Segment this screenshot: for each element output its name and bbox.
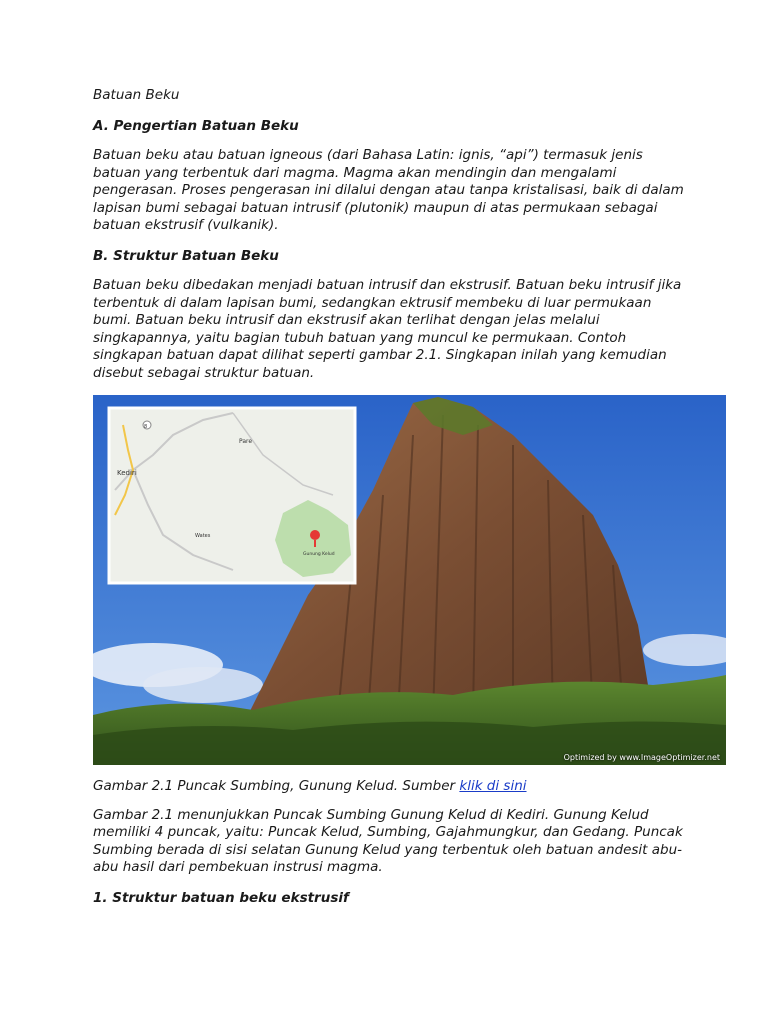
document-title: Batuan Beku <box>93 87 180 103</box>
document-body <box>93 86 720 919</box>
inset-map <box>109 408 355 583</box>
paragraph-after-figure: Gambar 2.1 menunjukkan Puncak Sumbing Gunung Kelud di Kediri. Gunung Kelud memiliki 4 puncak, yaitu: Puncak Kelud, Sumbing, Gajahmungkur, dan Gedang. Puncak Sumbing berada di sisi selatan Gunung Kelud yang terbentuk oleh batuan andesit abu-abu hasil dari pembekuan instrusi magma. <box>93 806 683 876</box>
section-a-heading: A. Pengertian Batuan Beku <box>93 118 299 134</box>
section-b-heading: B. Struktur Batuan Beku <box>93 247 279 264</box>
caption-text: Gambar 2.1 Puncak Sumbing, Gunung Kelud. Sumber <box>93 777 460 794</box>
map-label-pare: Pare <box>239 437 253 445</box>
figure-caption <box>93 777 693 795</box>
image-watermark: Optimized by www.ImageOptimizer.net <box>563 752 720 762</box>
figure-photo-puncak-sumbing <box>93 395 726 765</box>
source-link[interactable]: klik di sini <box>459 777 527 794</box>
section-a-paragraph: Batuan beku atau batuan igneous (dari Bahasa Latin: ignis, “api”) termasuk jenis batuan yang terbentuk dari magma. Magma akan mendingin dan mengalami pengerasan. Proses pengerasan ini dilalui dengan atau tanpa kristalisasi, baik di dalam lapisan bumi sebagai batuan intrusif (plutonik) maupun di atas permukaan sebagai batuan ekstrusif (vulkanik). <box>93 147 684 234</box>
subheading-ekstrusif: 1. Struktur batuan beku ekstrusif <box>93 889 349 906</box>
map-label-kelud: Gunung Kelud <box>303 551 335 557</box>
cloud <box>143 667 263 703</box>
map-route-label: 8 <box>144 423 148 430</box>
landscape-photo <box>93 395 726 765</box>
map-label-kediri: Kediri <box>117 468 137 477</box>
map-pin-icon <box>310 530 320 540</box>
map-label-wates: Wates <box>195 532 211 539</box>
section-b-paragraph: Batuan beku dibedakan menjadi batuan intrusif dan ekstrusif. Batuan beku intrusif jika terbentuk di dalam lapisan bumi, sedangkan ektrusif membeku di luar permukaan bumi. Batuan beku intrusif dan ekstrusif akan terlihat dengan jelas melalui singkapannya, yaitu bagian tubuh batuan yang muncul ke permukaan. Contoh singkapan batuan dapat dilihat seperti gambar 2.1. Singkapan inilah yang kemudian disebut sebagai struktur batuan. <box>93 276 682 381</box>
